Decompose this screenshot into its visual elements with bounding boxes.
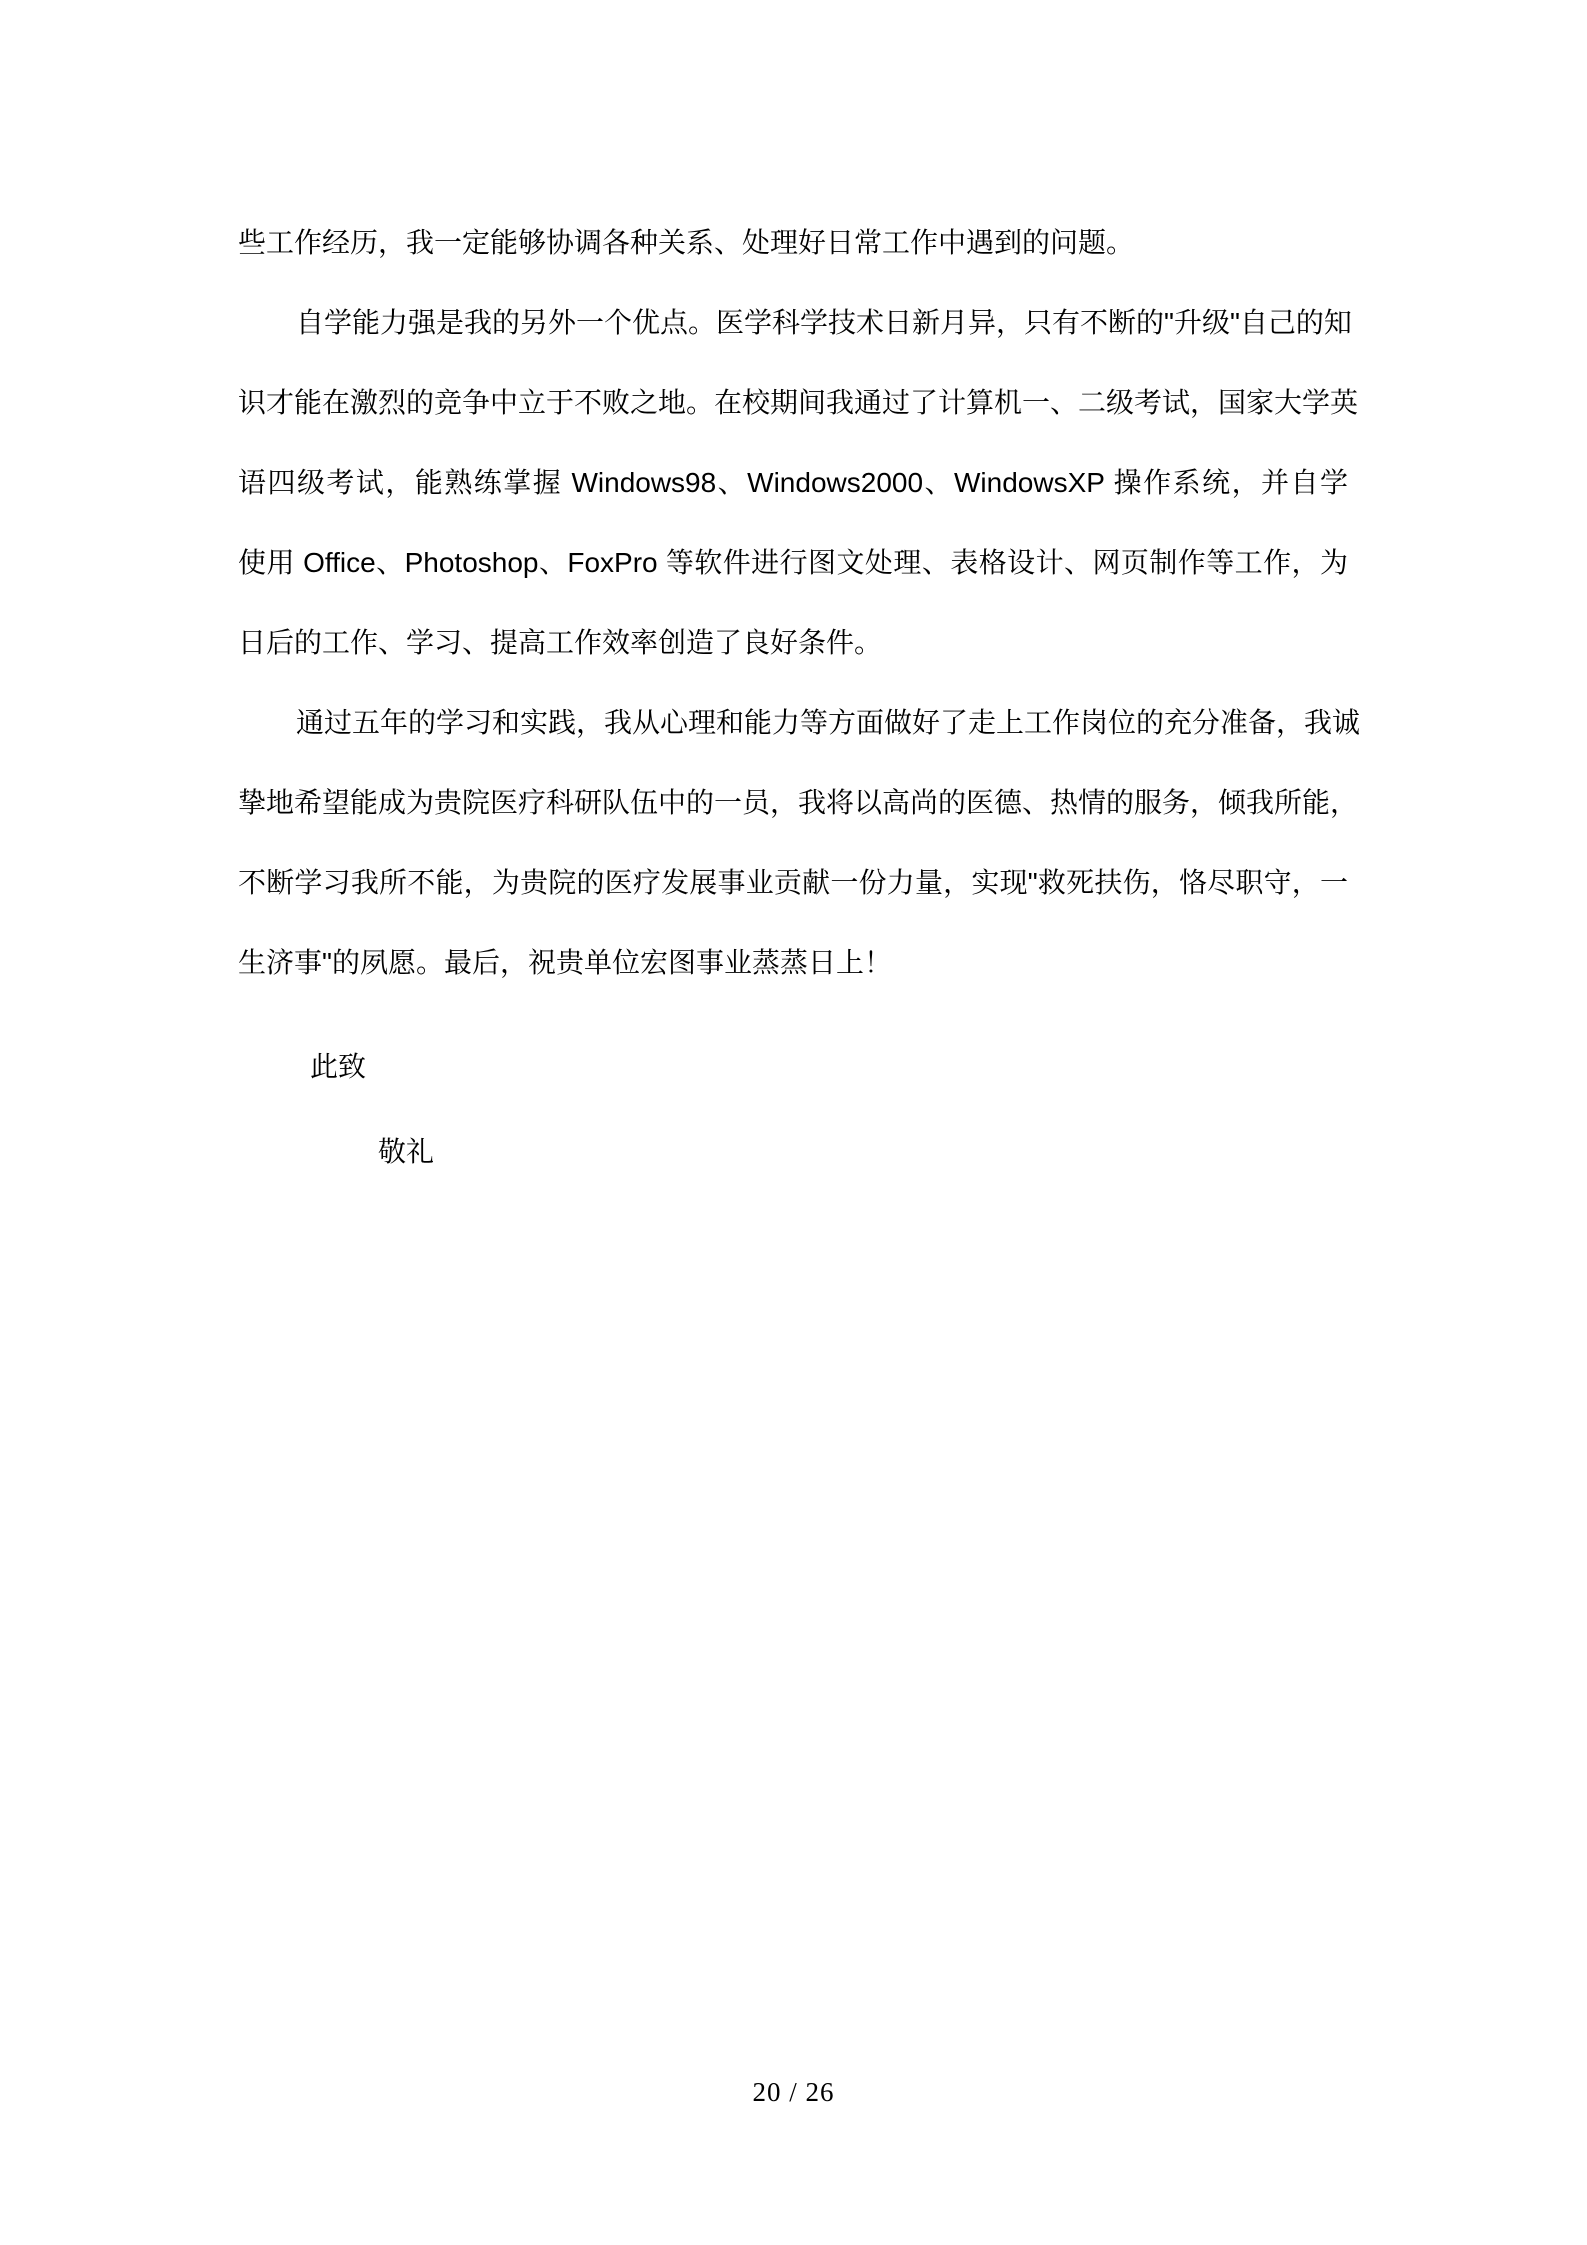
text-line: 不断学习我所不能，为贵院的医疗发展事业贡献一份力量，实现"救死扶伤，恪尽职守，一 <box>238 867 1348 898</box>
text-line: 识才能在激烈的竞争中立于不败之地。在校期间我通过了计算机一、二级考试，国家大学英 <box>238 387 1359 418</box>
text-line: 些工作经历，我一定能够协调各种关系、处理好日常工作中遇到的问题。 <box>238 227 1135 258</box>
text-line: 生济事"的夙愿。最后，祝贵单位宏图事业蒸蒸日上！ <box>238 947 892 978</box>
closing-regards: 敬礼 <box>378 1136 435 1167</box>
text-line: 日后的工作、学习、提高工作效率创造了良好条件。 <box>238 627 883 658</box>
text-line: 挚地希望能成为贵院医疗科研队伍中的一员，我将以高尚的医德、热情的服务，倾我所能， <box>238 787 1359 818</box>
text-line: 通过五年的学习和实践，我从心理和能力等方面做好了走上工作岗位的充分准备，我诚 <box>296 707 1361 738</box>
page-number: 20 / 26 <box>752 2077 835 2107</box>
text-line: 自学能力强是我的另外一个优点。医学科学技术日新月异，只有不断的"升级"自己的知 <box>296 307 1352 338</box>
text-line: 语四级考试，能熟练掌握 Windows98、Windows2000、WindowsXP 操作系统，并自学 <box>238 467 1348 498</box>
closing-salute: 此致 <box>310 1051 367 1082</box>
text-line: 使用 Office、Photoshop、FoxPro 等软件进行图文处理、表格设计、网页制作等工作，为 <box>238 547 1348 578</box>
letter-body <box>238 203 1361 1192</box>
